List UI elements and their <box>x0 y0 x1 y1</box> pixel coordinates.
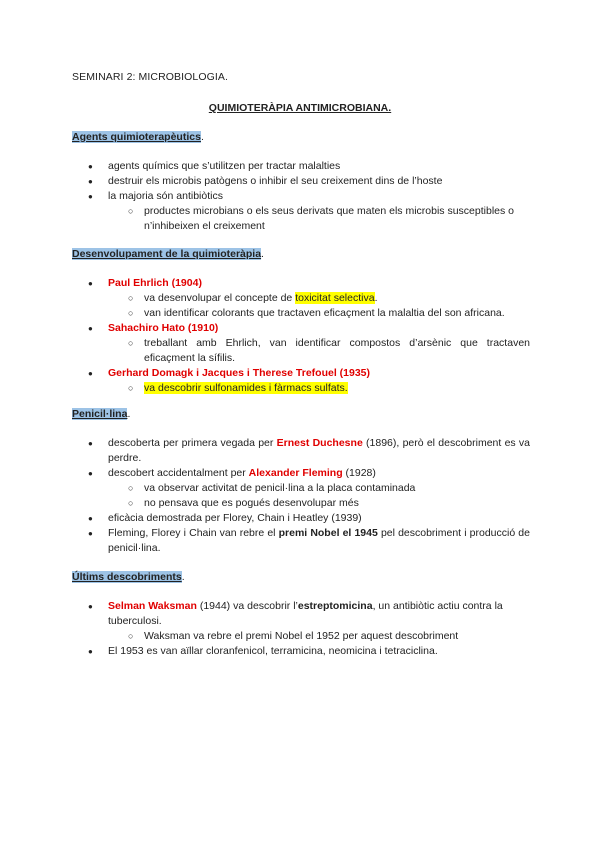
sub-list-item-text: va desenvolupar el concepte de <box>144 292 296 304</box>
section-heading-latest <box>72 571 185 583</box>
list-item <box>72 644 530 659</box>
seminar-header: SEMINARI 2: MICROBIOLOGIA. <box>72 71 229 83</box>
list-item <box>72 159 530 174</box>
heading-period: . <box>261 248 264 260</box>
list-item <box>72 321 530 366</box>
list-item-text: pel descobriment i producció de penicil·lina. <box>108 527 530 554</box>
list-item <box>72 511 530 526</box>
heading-period: . <box>181 571 185 583</box>
sub-list-item <box>108 306 530 321</box>
scientist-name: Alexander Fleming <box>248 467 343 479</box>
list-item-text: (1896), però el descobriment es va perdre. <box>108 437 531 464</box>
sub-list <box>108 291 530 321</box>
list-item <box>72 436 530 466</box>
sub-list-item <box>108 204 530 234</box>
list-item-text: descobert accidentalment per <box>108 467 249 479</box>
sub-list-item <box>108 381 530 396</box>
document-title: QUIMIOTERÀPIA ANTIMICROBIANA. <box>208 102 392 114</box>
scientist-name: Sahachiro Hato (1910) <box>108 322 219 334</box>
list-item-text: (1944) va descobrir l’ <box>196 600 298 612</box>
sub-list-item <box>108 336 530 366</box>
penicillin-list <box>72 436 530 556</box>
sub-list <box>108 381 530 396</box>
highlighted-term: va descobrir sulfonamides i fàrmacs sulfats. <box>144 382 348 394</box>
scientist-name: Paul Ehrlich (1904) <box>108 277 202 289</box>
section-heading-agents <box>72 131 204 143</box>
sub-list <box>108 204 530 234</box>
section-heading-text: Últims descobriments <box>72 571 182 583</box>
sub-list <box>108 336 530 366</box>
bold-term: estreptomicina <box>297 600 373 612</box>
sub-list-item <box>108 481 530 496</box>
list-item <box>72 174 530 189</box>
section-heading-development <box>72 248 264 260</box>
agents-list <box>72 159 530 234</box>
section-heading-text: Penicil·lina <box>72 408 128 420</box>
section-heading-penicillin <box>72 408 130 420</box>
list-item-text: eficàcia demostrada per Florey, Chain i Heatley (1939) <box>108 512 362 524</box>
sub-list-item-text: no pensava que es pogués desenvolupar més <box>144 497 359 509</box>
sub-list <box>108 481 530 511</box>
sub-list-item <box>108 629 530 644</box>
development-list <box>72 276 530 396</box>
heading-period: . <box>200 131 204 143</box>
list-item-text: descoberta per primera vegada per <box>108 437 277 449</box>
list-item-text: Fleming, Florey i Chain van rebre el <box>108 527 279 539</box>
sub-list-item-text: productes microbians o els seus derivats que maten els microbis susceptibles o n’inhibeixen el creixement <box>144 205 515 232</box>
heading-period: . <box>127 408 131 420</box>
list-item <box>72 366 530 396</box>
sub-list-item-text: va observar activitat de penicil·lina a la placa contaminada <box>144 482 416 494</box>
list-item-text: destruir els microbis patògens o inhibir el seu creixement dins de l’hoste <box>108 175 443 187</box>
list-item-text: (1928) <box>342 467 376 479</box>
list-item <box>72 466 530 511</box>
scientist-name: Selman Waksman <box>108 600 197 612</box>
sub-list-item <box>108 291 530 306</box>
scientist-name: Ernest Duchesne <box>276 437 363 449</box>
sub-list-item-text: Waksman va rebre el premi Nobel el 1952 per aquest descobriment <box>144 630 459 642</box>
list-item-text: la majoria són antibiòtics <box>108 190 223 202</box>
list-item-text: El 1953 es van aïllar cloranfenicol, terramicina, neomicina i tetraciclina. <box>108 645 438 657</box>
sub-list-item-text: . <box>374 292 378 304</box>
highlighted-term: toxicitat selectiva <box>295 292 375 304</box>
list-item <box>72 526 530 556</box>
list-item <box>72 276 530 321</box>
list-item-text: agents químics que s’utilitzen per tractar malalties <box>108 160 341 172</box>
section-heading-text: Desenvolupament de la quimioteràpia <box>72 248 262 260</box>
bold-term: premi Nobel el 1945 <box>278 527 378 539</box>
sub-list <box>108 629 530 644</box>
list-item <box>72 189 530 234</box>
sub-list-item-text: treballant amb Ehrlich, van identificar compostos d’arsènic que tractaven eficaçment la sífilis. <box>144 337 530 364</box>
scientist-name: Gerhard Domagk i Jacques i Therese Trefouel (1935) <box>108 367 371 379</box>
sub-list-item-text: van identificar colorants que tractaven eficaçment la malaltia del son africana. <box>144 307 505 319</box>
sub-list-item <box>108 496 530 511</box>
list-item <box>72 599 530 644</box>
latest-list <box>72 599 530 659</box>
list-item-text: , un antibiòtic actiu contra la tuberculosi. <box>108 600 503 627</box>
section-heading-text: Agents quimioterapèutics <box>72 131 201 143</box>
